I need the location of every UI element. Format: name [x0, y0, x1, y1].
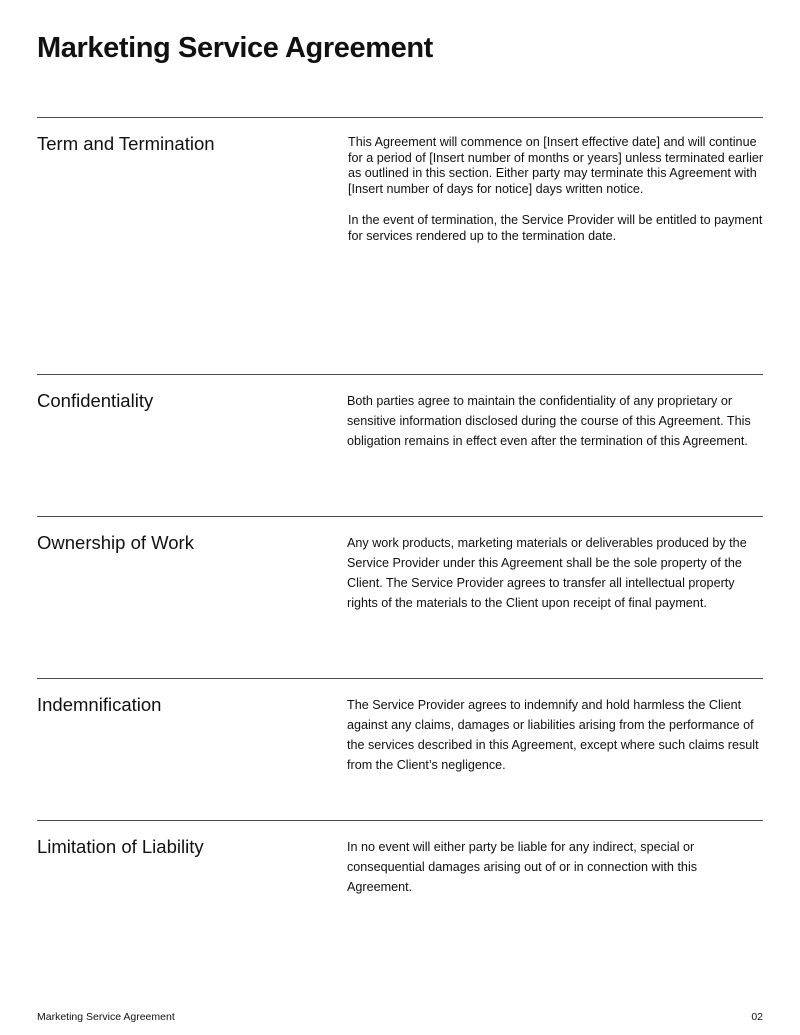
section-term-and-termination: [37, 117, 763, 375]
footer-document-title: Marketing Service Agreement: [37, 1011, 175, 1023]
section-indemnification: [37, 678, 763, 821]
section-ownership-of-work: [37, 516, 763, 679]
section-body-indemnification: [347, 695, 763, 775]
section-body-term-and-termination: [348, 135, 764, 244]
section-body-ownership-of-work: [347, 533, 763, 613]
ownership-paragraph: Any work products, marketing materials or deliverables produced by the Service Provider under this Agreement shall be the sole property of the Client. The Service Provider agrees to transfer all intellectual property rights of the materials to the Client upon receipt of final payment.: [347, 536, 747, 610]
document-title: Marketing Service Agreement: [37, 32, 433, 64]
section-body-limitation-of-liability: [347, 837, 763, 897]
section-heading-confidentiality: Confidentiality: [37, 390, 154, 411]
section-heading-ownership-of-work: Ownership of Work: [37, 532, 194, 553]
term-paragraph-2: In the event of termination, the Service Provider will be entitled to payment for services rendered up to the termination date.: [348, 212, 763, 243]
section-heading-indemnification: Indemnification: [37, 694, 162, 715]
term-paragraph-1: This Agreement will commence on [Insert effective date] and will continue for a period of [Insert number of months or years] unless terminated earlier as outlined in this section. Either party may terminate this Agreement with [Insert number of days for notice] days written notice.: [348, 135, 764, 196]
indemnification-paragraph: The Service Provider agrees to indemnify and hold harmless the Client against any claims, damages or liabilities arising from the performance of the services described in this Agreement, except where such claims result from the Client’s negligence.: [347, 698, 759, 772]
confidentiality-paragraph: Both parties agree to maintain the confidentiality of any proprietary or sensitive information disclosed during the course of this Agreement. This obligation remains in effect even after the termination of this Agreement.: [347, 394, 751, 448]
section-confidentiality: [37, 374, 763, 517]
footer-page-number: 02: [751, 1011, 763, 1023]
section-limitation-of-liability: [37, 820, 763, 971]
section-heading-term-and-termination: Term and Termination: [37, 133, 215, 154]
section-heading-limitation-of-liability: Limitation of Liability: [37, 836, 204, 857]
limitation-paragraph: In no event will either party be liable for any indirect, special or consequential damages arising out of or in connection with this Agreement.: [347, 840, 698, 894]
section-body-confidentiality: [347, 391, 763, 451]
